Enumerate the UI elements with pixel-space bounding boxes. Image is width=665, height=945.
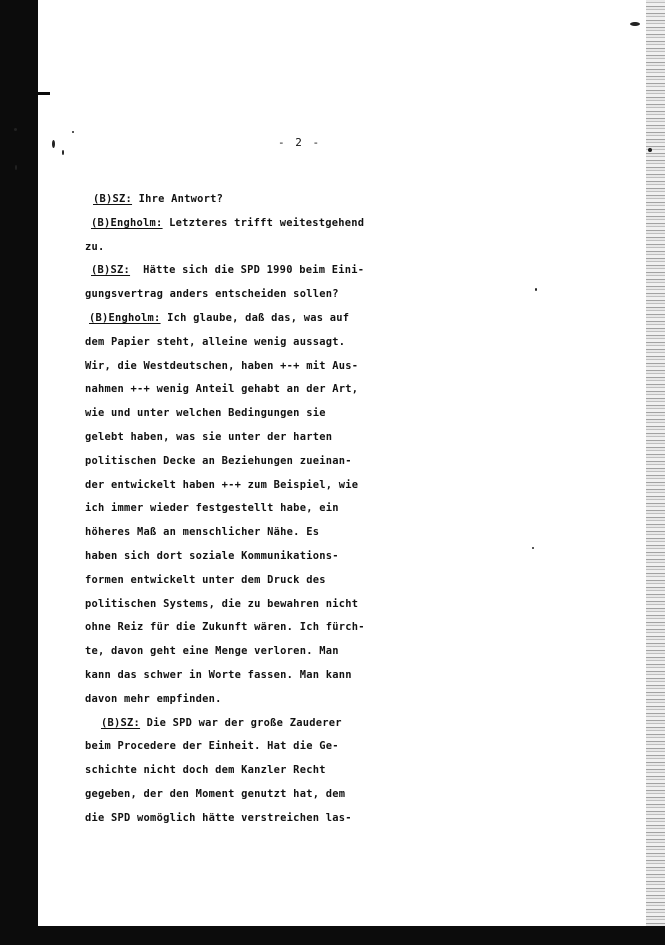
scan-border-notch <box>36 92 50 95</box>
line-text: Letzteres trifft weitestgehend <box>169 216 365 229</box>
text-line <box>85 688 375 712</box>
line-text: politischen Systems, die zu bewahren nicht <box>85 597 359 610</box>
line-text: te, davon geht eine Menge verloren. Man <box>85 645 339 658</box>
line-text: davon mehr empfinden. <box>85 692 222 705</box>
text-line <box>85 426 375 450</box>
line-text: Ich glaube, daß das, was auf <box>167 311 350 324</box>
text-line <box>85 759 375 783</box>
text-line <box>85 188 375 212</box>
speaker-label: (B)Engholm: <box>89 311 161 324</box>
text-line <box>85 569 375 593</box>
scan-border-left <box>0 0 38 945</box>
text-line <box>85 331 375 355</box>
scan-speck <box>630 22 640 26</box>
scan-border-right <box>646 0 665 926</box>
line-text: schichte nicht doch dem Kanzler Recht <box>85 764 326 777</box>
scan-speck <box>62 150 64 155</box>
line-text: höheres Maß an menschlicher Nähe. Es <box>85 526 320 539</box>
text-line <box>85 474 375 498</box>
scan-speck <box>532 547 534 549</box>
line-text: ohne Reiz für die Zukunft wären. Ich fürch- <box>85 621 365 634</box>
text-line <box>85 450 375 474</box>
text-line <box>85 378 375 402</box>
text-line <box>85 212 375 236</box>
speaker-label: (B)Engholm: <box>91 216 163 229</box>
line-text: ich immer wieder festgestellt habe, ein <box>85 502 339 515</box>
scan-speck <box>648 148 652 152</box>
text-line <box>85 807 375 831</box>
text-line <box>85 712 375 736</box>
text-line <box>85 783 375 807</box>
scan-speck <box>15 165 17 170</box>
scan-speck <box>535 288 537 291</box>
text-line <box>85 497 375 521</box>
scan-speck <box>52 140 55 148</box>
text-line <box>85 593 375 617</box>
line-text: nahmen +-+ wenig Anteil gehabt an der Art, <box>85 383 359 396</box>
scan-border-bottom <box>0 926 665 945</box>
line-text: Wir, die Westdeutschen, haben +-+ mit Aus- <box>85 359 359 372</box>
scan-speck <box>14 128 17 131</box>
line-text: zu. <box>85 240 105 253</box>
line-text: der entwickelt haben +-+ zum Beispiel, wie <box>85 478 359 491</box>
line-text: politischen Decke an Beziehungen zueinan- <box>85 454 352 467</box>
line-text: kann das schwer in Worte fassen. Man kann <box>85 668 352 681</box>
speaker-label: (B)SZ: <box>101 716 141 729</box>
line-text: die SPD womöglich hätte verstreichen las- <box>85 811 352 824</box>
text-line <box>85 283 375 307</box>
line-text: haben sich dort soziale Kommunikations- <box>85 549 339 562</box>
text-line <box>85 640 375 664</box>
line-text: formen entwickelt unter dem Druck des <box>85 573 326 586</box>
line-text: gelebt haben, was sie unter der harten <box>85 430 333 443</box>
speaker-label: (B)SZ: <box>93 193 133 205</box>
text-line <box>85 664 375 688</box>
text-line <box>85 259 375 283</box>
line-text: beim Procedere der Einheit. Hat die Ge- <box>85 740 339 753</box>
text-line <box>85 236 375 260</box>
line-text: Hätte sich die SPD 1990 beim Eini- <box>143 264 365 277</box>
text-line <box>85 402 375 426</box>
text-line <box>85 616 375 640</box>
text-line <box>85 545 375 569</box>
text-line <box>85 521 375 545</box>
line-text: wie und unter welchen Bedingungen sie <box>85 407 326 420</box>
line-text: dem Papier steht, alleine wenig aussagt. <box>85 335 346 348</box>
page-number: - 2 - <box>278 136 322 149</box>
text-line <box>85 355 375 379</box>
speaker-label: (B)SZ: <box>91 264 131 277</box>
text-line <box>85 307 375 331</box>
interview-text <box>85 188 375 831</box>
text-line <box>85 735 375 759</box>
line-text: gegeben, der den Moment genutzt hat, dem <box>85 787 346 800</box>
line-text: gungsvertrag anders entscheiden sollen? <box>85 288 339 301</box>
line-text: Die SPD war der große Zauderer <box>146 716 342 729</box>
scan-speck <box>72 131 74 133</box>
line-text: Ihre Antwort? <box>138 193 224 205</box>
